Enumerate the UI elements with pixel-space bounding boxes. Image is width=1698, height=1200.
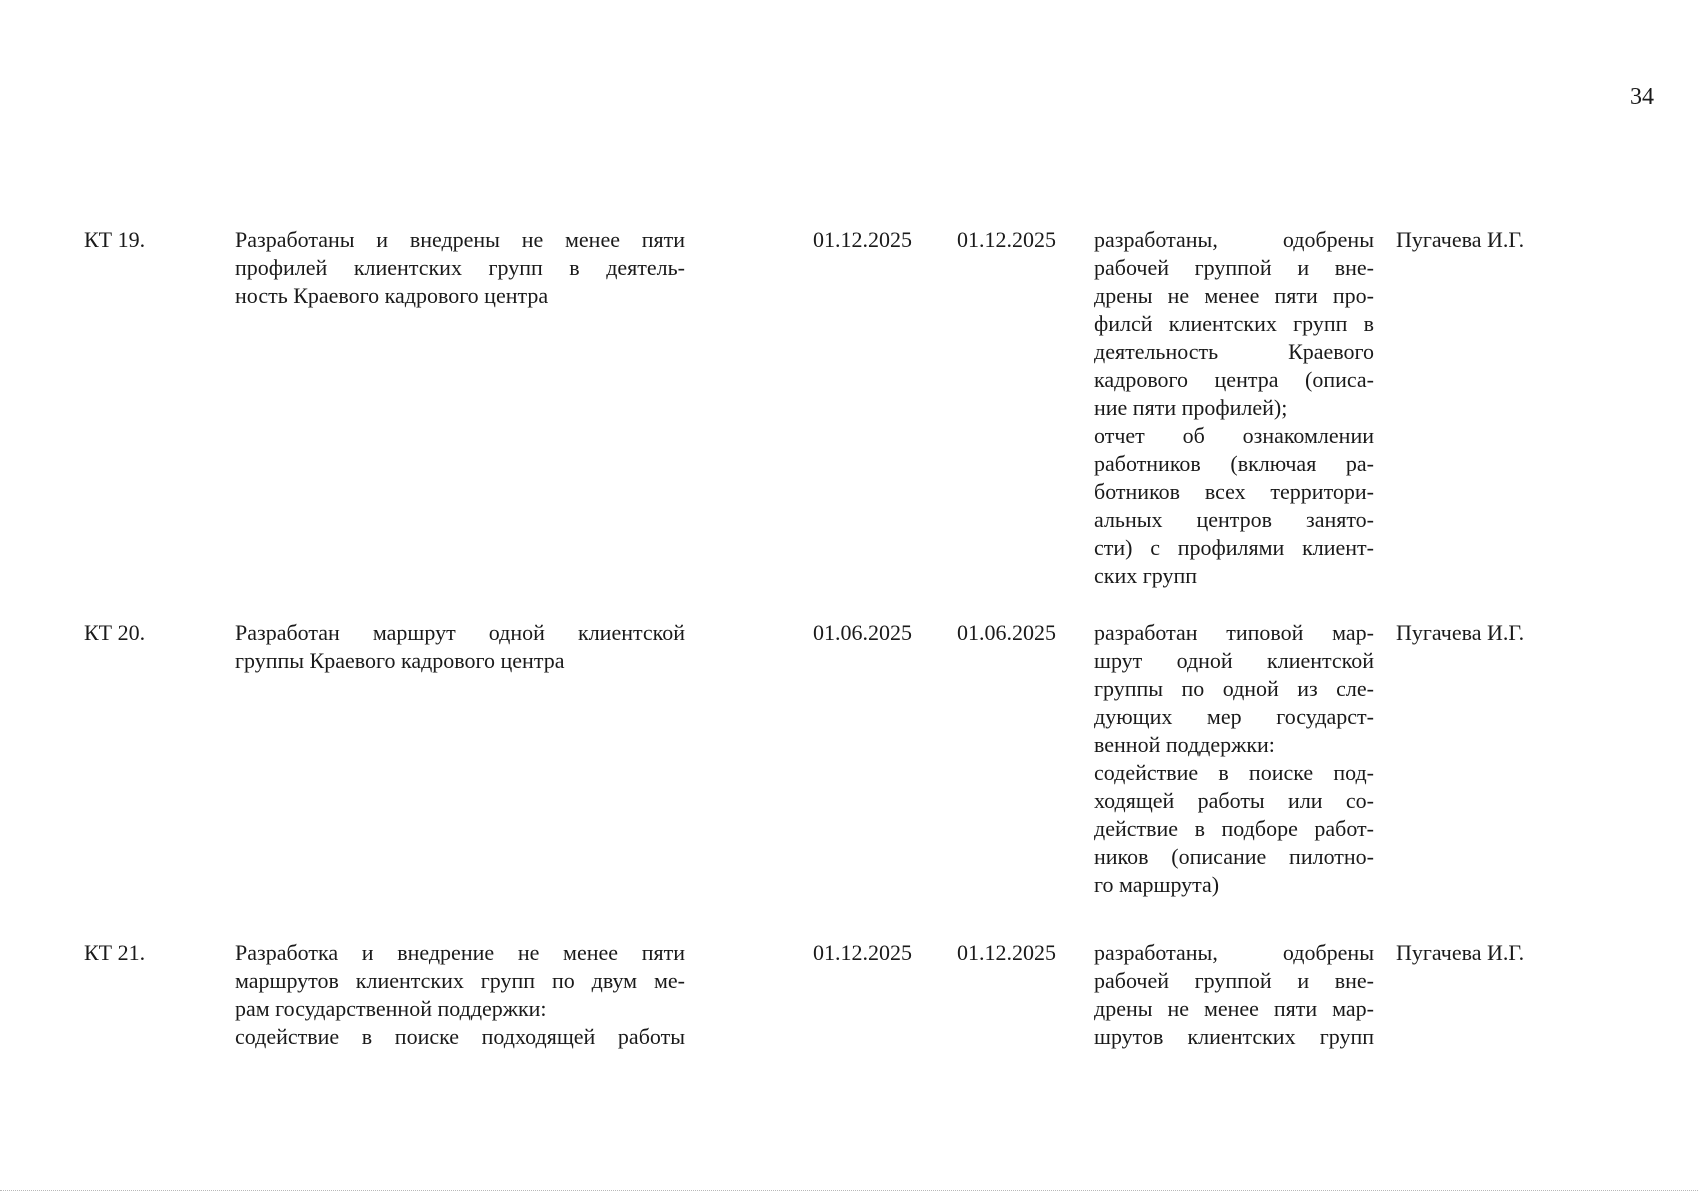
description-line: маршрутов клиентских групп по двум ме-	[235, 968, 685, 993]
page-number: 34	[1630, 84, 1654, 110]
date-end: 01.06.2025	[957, 620, 1056, 645]
result-line: разработан типовой мар-	[1094, 620, 1374, 645]
result-line: деятельность Краевого	[1094, 339, 1374, 364]
result-line: рабочей группой и вне-	[1094, 255, 1374, 280]
result-line: отчет об ознакомлении	[1094, 423, 1374, 448]
description-line: Разработка и внедрение не менее пяти	[235, 940, 685, 965]
row-responsible: Пугачева И.Г.	[1396, 620, 1525, 645]
row-description	[235, 939, 685, 1051]
row-result	[1094, 619, 1374, 899]
row-result	[1094, 226, 1374, 590]
date-start: 01.12.2025	[813, 227, 912, 252]
description-line: Разработан маршрут одной клиентской	[235, 620, 685, 645]
date-start: 01.12.2025	[813, 940, 912, 965]
result-line: разработаны, одобрены	[1094, 940, 1374, 965]
row-description	[235, 619, 685, 675]
result-line: работников (включая ра-	[1094, 451, 1374, 476]
date-end: 01.12.2025	[957, 940, 1056, 965]
result-line: альных центров занято-	[1094, 507, 1374, 532]
description-line: профилей клиентских групп в деятель-	[235, 255, 685, 280]
result-line: ских групп	[1094, 563, 1198, 588]
row-code: КТ 19.	[84, 227, 146, 252]
result-line: сти) с профилями клиент-	[1094, 535, 1374, 560]
result-line: содействие в поиске под-	[1094, 760, 1374, 785]
result-line: венной поддержки:	[1094, 732, 1275, 757]
description-line: Разработаны и внедрены не менее пяти	[235, 227, 685, 252]
description-line: группы Краевого кадрового центра	[235, 648, 565, 673]
result-line: дрены не менее пяти про-	[1094, 283, 1374, 308]
result-line: разработаны, одобрены	[1094, 227, 1374, 252]
result-line: го маршрута)	[1094, 872, 1220, 897]
date-end: 01.12.2025	[957, 227, 1056, 252]
result-line: ние пяти профилей);	[1094, 395, 1288, 420]
result-line: группы по одной из сле-	[1094, 676, 1374, 701]
result-line: дрены не менее пяти мар-	[1094, 996, 1374, 1021]
date-start: 01.06.2025	[813, 620, 912, 645]
result-line: шрутов клиентских групп	[1094, 1024, 1374, 1049]
result-line: ботников всех территори-	[1094, 479, 1374, 504]
result-line: ников (описание пилотно-	[1094, 844, 1374, 869]
row-responsible: Пугачева И.Г.	[1396, 227, 1525, 252]
row-description	[235, 226, 685, 310]
row-code: КТ 21.	[84, 940, 146, 965]
result-line: дующих мер государст-	[1094, 704, 1374, 729]
result-line: кадрового центра (описа-	[1094, 367, 1374, 392]
result-line: ходящей работы или со-	[1094, 788, 1374, 813]
result-line: шрут одной клиентской	[1094, 648, 1374, 673]
result-line: рабочей группой и вне-	[1094, 968, 1374, 993]
description-line: содействие в поиске подходящей работы	[235, 1024, 685, 1049]
description-line: рам государственной поддержки:	[235, 996, 547, 1021]
description-line: ность Краевого кадрового центра	[235, 283, 549, 308]
row-code: КТ 20.	[84, 620, 146, 645]
row-responsible: Пугачева И.Г.	[1396, 940, 1525, 965]
result-line: филсй клиентских групп в	[1094, 311, 1374, 336]
scan-artifact-line	[0, 1190, 1698, 1192]
row-result	[1094, 939, 1374, 1051]
result-line: действие в подборе работ-	[1094, 816, 1374, 841]
